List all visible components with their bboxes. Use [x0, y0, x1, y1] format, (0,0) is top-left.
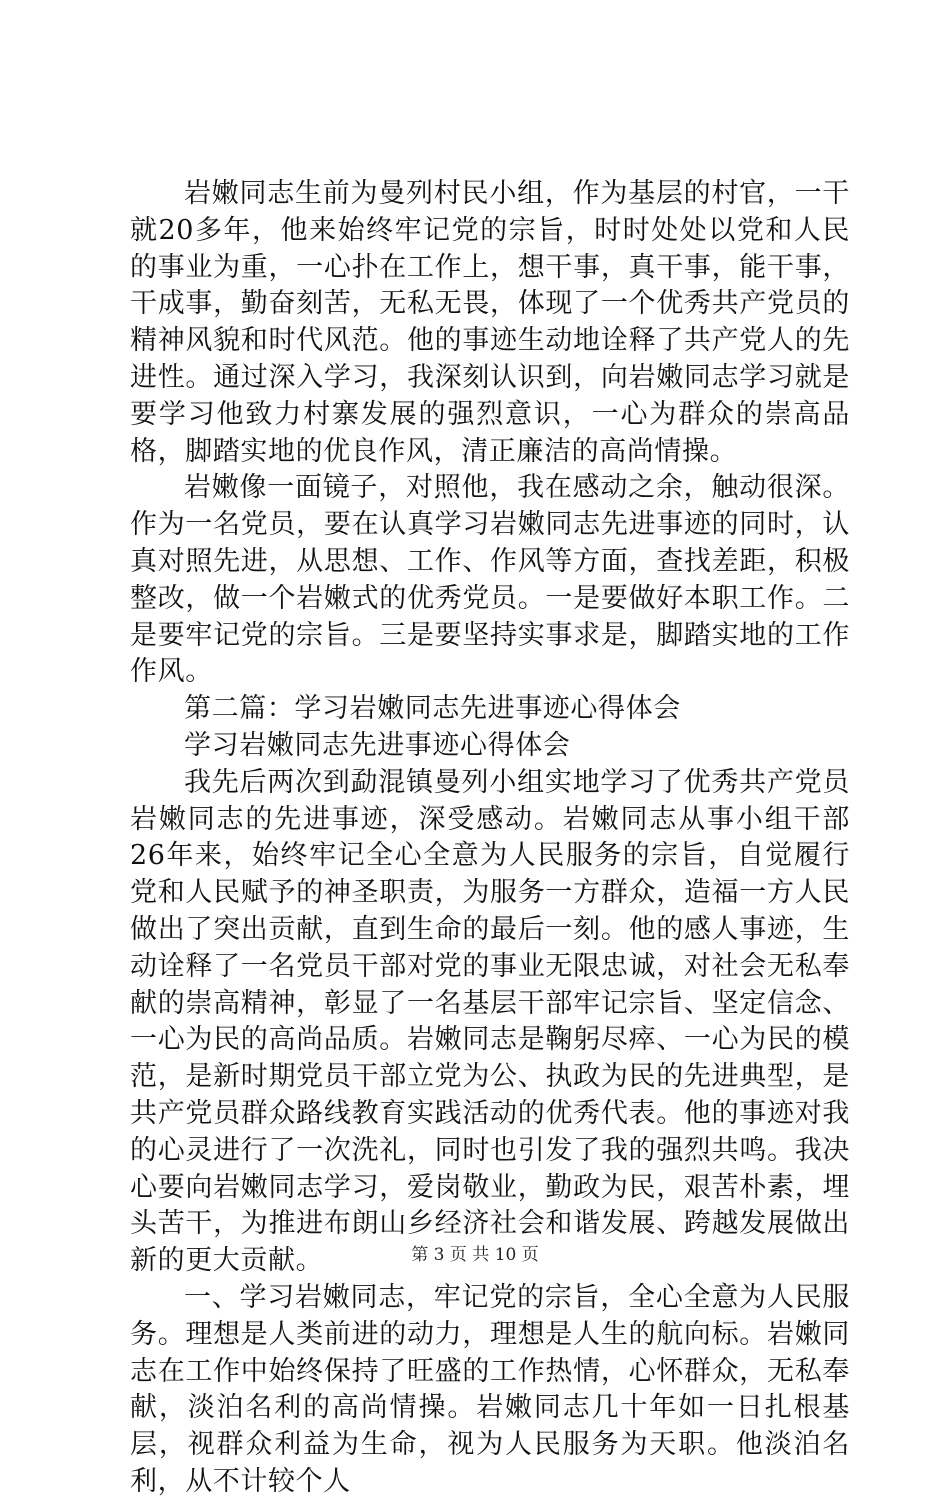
body-paragraph: 我先后两次到勐混镇曼列小组实地学习了优秀共产党员岩嫩同志的先进事迹，深受感动。岩嫩同志从事小组干部26年来，始终牢记全心全意为人民服务的宗旨，自觉履行党和人民赋予的神圣职责，为服务一方群众，造福一方人民做出了突出贡献，直到生命的最后一刻。他的感人事迹，生动诠释了一名党员干部对党的事业无限忠诚，对社会无私奉献的崇高精神，彰显了一名基层干部牢记宗旨、坚定信念、一心为民的高尚品质。岩嫩同志是鞠躬尽瘁、一心为民的模范，是新时期党员干部立党为公、执政为民的先进典型，是共产党员群众路线教育实践活动的优秀代表。他的事迹对我的心灵进行了一次洗礼，同时也引发了我的强烈共鸣。我决心要向岩嫩同志学习，爱岗敬业，勤政为民，艰苦朴素，埋头苦干，为推进布朗山乡经济社会和谐发展、跨越发展做出新的更大贡献。	[130, 766, 850, 1277]
section-heading: 第二篇：学习岩嫩同志先进事迹心得体会	[184, 693, 681, 725]
body-paragraph: 岩嫩同志生前为曼列村民小组，作为基层的村官，一干就20多年，他来始终牢记党的宗旨，时时处处以党和人民的事业为重，一心扑在工作上，想干事，真干事，能干事，干成事，勤奋刻苦，无私无畏，体现了一个优秀共产党员的精神风貌和时代风范。他的事迹生动地诠释了共产党人的先进性。通过深入学习，我深刻认识到，向岩嫩同志学习就是要学习他致力村寨发展的强烈意识，一心为群众的崇高品格，脚踏实地的优良作风，清正廉洁的高尚情操。	[130, 178, 850, 467]
page-footer: 第 3 页 共 10 页	[411, 1245, 539, 1265]
body-paragraph: 岩嫩像一面镜子，对照他，我在感动之余，触动很深。作为一名党员，要在认真学习岩嫩同志先进事迹的同时，认真对照先进，从思想、工作、作风等方面，查找差距，积极整改，做一个岩嫩式的优秀党员。一是要做好本职工作。二是要牢记党的宗旨。三是要坚持实事求是，脚踏实地的工作作风。	[130, 472, 850, 688]
body-paragraph: 一、学习岩嫩同志，牢记党的宗旨，全心全意为人民服务。理想是人类前进的动力，理想是人生的航向标。岩嫩同志在工作中始终保持了旺盛的工作热情，心怀群众，无私奉献，淡泊名利的高尚情操。岩嫩同志几十年如一日扎根基层，视群众利益为生命，视为人民服务为天职。他淡泊名利，从不计较个人	[130, 1281, 850, 1497]
article-title: 学习岩嫩同志先进事迹心得体会	[184, 729, 571, 761]
document-body	[130, 176, 850, 1501]
